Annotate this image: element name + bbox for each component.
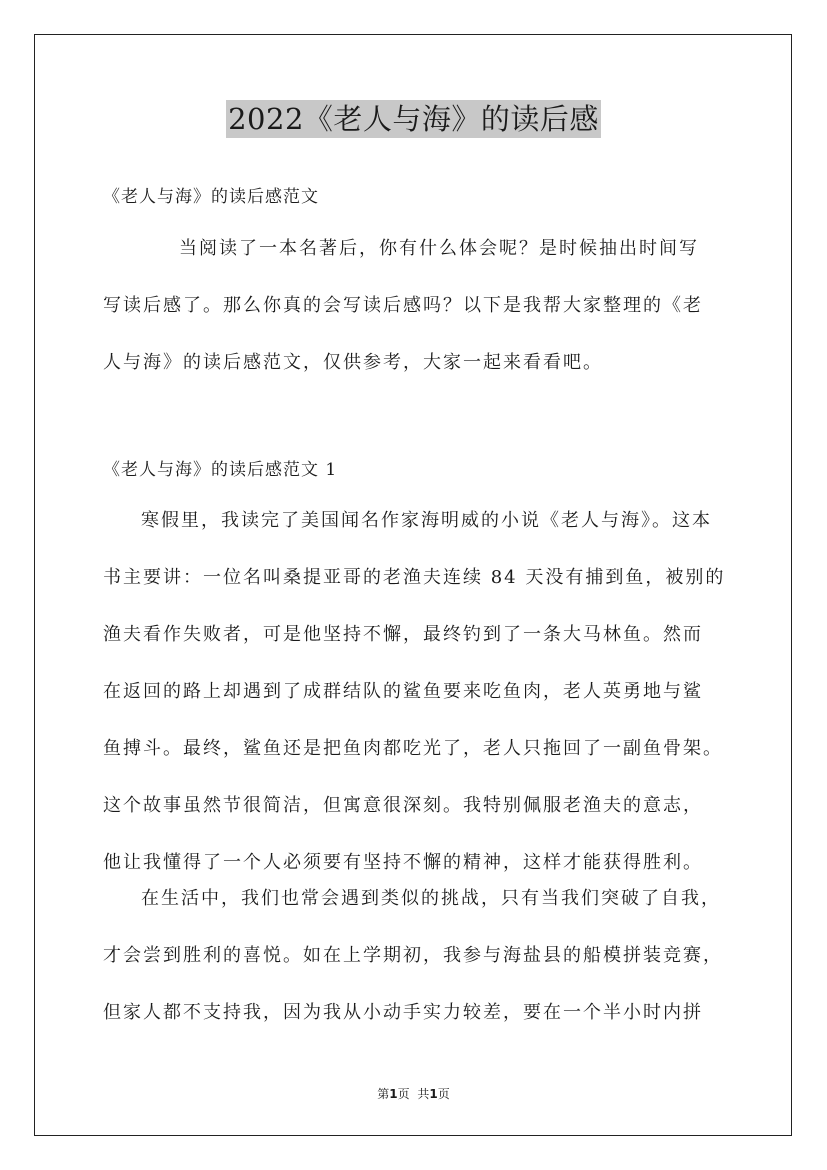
footer-page-number: 1 (389, 1087, 398, 1101)
paragraph-line: 这个故事虽然节很简洁，但寓意很深刻。我特别佩服老渔夫的意志， (103, 795, 703, 816)
footer-total-suffix: 页 (437, 1087, 450, 1101)
essay-paragraph-1 (103, 492, 731, 891)
paragraph-line: 鱼搏斗。最终，鲨鱼还是把鱼肉都吃光了，老人只拖回了一副鱼骨架。 (103, 738, 723, 759)
paragraph-line: 在生活中，我们也常会遇到类似的挑战，只有当我们突破了自我， (141, 888, 721, 909)
section-heading-essay-1: 《老人与海》的读后感范文 1 (103, 460, 338, 480)
page-footer (0, 1085, 827, 1102)
paragraph-line: 书主要讲：一位名叫桑提亚哥的老渔夫连续 84 天没有捕到鱼，被别的 (103, 567, 726, 588)
footer-total-prefix: 共 (417, 1087, 430, 1101)
intro-line: 人与海》的读后感范文，仅供参考，大家一起来看看吧。 (103, 352, 603, 373)
document-title: 2022《老人与海》的读后感 (228, 102, 599, 136)
paragraph-line: 他让我懂得了一个人必须要有坚持不懈的精神，这样才能获得胜利。 (103, 852, 703, 873)
paragraph-line: 在返回的路上却遇到了成群结队的鲨鱼要来吃鱼肉，老人英勇地与鲨 (103, 681, 703, 702)
intro-line: 写读后感了。那么你真的会写读后感吗？以下是我帮大家整理的《老 (103, 295, 703, 316)
document-title-block (0, 100, 827, 138)
footer-page-prefix: 第 (377, 1087, 390, 1101)
section-heading-sample-essays: 《老人与海》的读后感范文 (103, 187, 319, 207)
intro-line: 当阅读了一本名著后，你有什么体会呢？是时候抽出时间写 (179, 238, 699, 259)
essay-paragraph-2 (103, 870, 731, 1041)
paragraph-line: 才会尝到胜利的喜悦。如在上学期初，我参与海盐县的船模拼装竞赛， (103, 945, 723, 966)
paragraph-line: 渔夫看作失败者，可是他坚持不懈，最终钓到了一条大马林鱼。然而 (103, 624, 703, 645)
intro-paragraph (103, 220, 731, 391)
footer-page-suffix: 页 (397, 1087, 410, 1101)
footer-total-number: 1 (429, 1087, 438, 1101)
paragraph-line: 但家人都不支持我，因为我从小动手实力较差，要在一个半小时内拼 (103, 1002, 703, 1023)
paragraph-line: 寒假里，我读完了美国闻名作家海明威的小说《老人与海》。这本 (141, 510, 712, 531)
